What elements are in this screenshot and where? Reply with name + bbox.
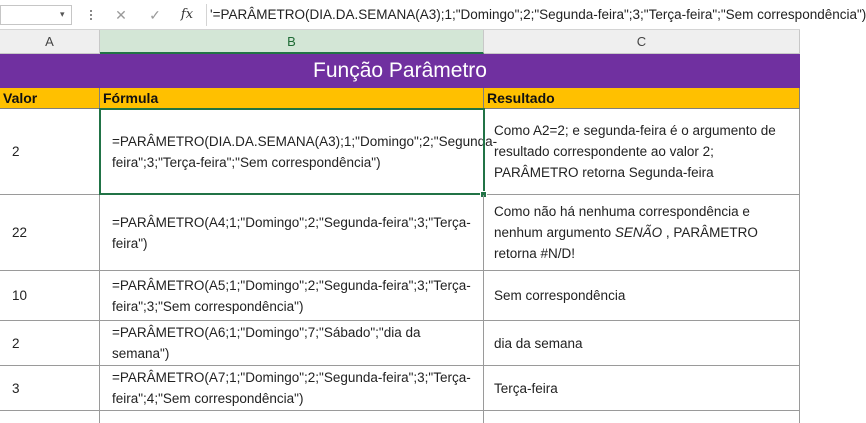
resultado-text-pre: Como não há nenhuma correspondência e nenhum argumento	[494, 204, 750, 240]
table-row	[0, 271, 800, 321]
table-row	[0, 366, 800, 411]
header-row	[0, 88, 800, 109]
column-header-a[interactable]: A	[0, 30, 100, 54]
cancel-icon[interactable]: ✕	[115, 7, 127, 23]
formula-input[interactable]: '=PARÂMETRO(DIA.DA.SEMANA(A3);1;"Domingo";2;"Segunda-feira";3;"Terça-feira";"Sem correspondência")	[210, 7, 866, 22]
enter-icon[interactable]: ✓	[149, 7, 161, 23]
header-resultado[interactable]: Resultado	[484, 88, 800, 109]
valor-cell[interactable]: 3	[0, 366, 100, 410]
formula-cell-active[interactable]: =PARÂMETRO(DIA.DA.SEMANA(A3);1;"Domingo";2;"Segunda-feira";3;"Terça-feira";"Sem correspondência")	[100, 109, 484, 194]
resultado-cell[interactable]: Como A2=2; e segunda-feira é o argumento de resultado correspondente ao valor 2; PARÂMETRO retorna Segunda-feira	[484, 109, 800, 194]
formula-bar	[0, 0, 866, 30]
resultado-cell[interactable]: Terça-feira	[484, 366, 800, 410]
valor-cell[interactable]: 2	[0, 109, 100, 194]
resultado-cell[interactable]	[484, 195, 800, 270]
table-row	[0, 321, 800, 366]
formula-cell[interactable]: =PARÂMETRO(A6;1;"Domingo";7;"Sábado";"dia da semana")	[100, 321, 484, 365]
formula-cell[interactable]: =PARÂMETRO(A4;1;"Domingo";2;"Segunda-feira";3;"Terça-feira")	[100, 195, 484, 270]
column-header-c[interactable]: C	[484, 30, 800, 54]
table-row	[0, 195, 800, 271]
header-valor[interactable]: Valor	[0, 88, 100, 109]
resultado-cell[interactable]: dia da semana	[484, 321, 800, 365]
column-header-b[interactable]: B	[100, 30, 484, 54]
empty-cell[interactable]	[484, 411, 800, 423]
sheet-title[interactable]: Função Parâmetro	[0, 54, 800, 88]
empty-row	[0, 411, 800, 423]
formula-cell[interactable]: =PARÂMETRO(A5;1;"Domingo";2;"Segunda-feira";3;"Terça-feira";3;"Sem correspondência")	[100, 271, 484, 320]
valor-cell[interactable]: 10	[0, 271, 100, 320]
insert-function-icon[interactable]: fx	[180, 7, 194, 22]
empty-cell[interactable]	[100, 411, 484, 423]
valor-cell[interactable]: 2	[0, 321, 100, 365]
resultado-text-post: , PARÂMETRO retorna #N/D!	[494, 225, 758, 261]
resultado-text-emphasis: SENÃO	[614, 225, 663, 240]
resultado-cell[interactable]: Sem correspondência	[484, 271, 800, 320]
formula-bar-divider	[206, 4, 207, 26]
table-row	[0, 109, 800, 195]
header-formula[interactable]: Fórmula	[100, 88, 484, 109]
chevron-down-icon[interactable]: ▾	[60, 9, 65, 19]
drag-handle-icon[interactable]	[88, 8, 94, 22]
empty-cell[interactable]	[0, 411, 100, 423]
column-headers	[0, 30, 800, 54]
formula-cell[interactable]: =PARÂMETRO(A7;1;"Domingo";2;"Segunda-feira";3;"Terça-feira";4;"Sem correspondência")	[100, 366, 484, 410]
valor-cell[interactable]: 22	[0, 195, 100, 270]
